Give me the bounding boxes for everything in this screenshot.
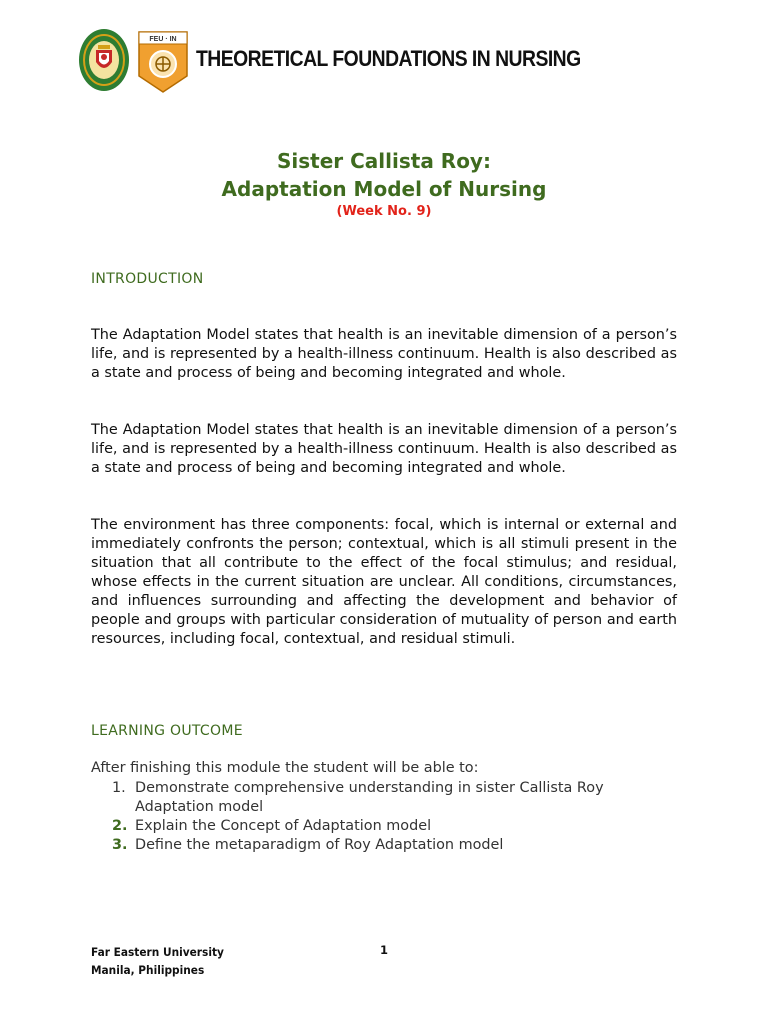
introduction-heading: INTRODUCTION	[91, 271, 204, 287]
university-seal-logo	[78, 28, 130, 92]
introduction-paragraph: The Adaptation Model states that health is an inevitable dimension of a person’s life, and is represented by a health-illness continuum. Health is also described as a state and process of being and becoming integrated and whole.	[91, 327, 677, 381]
footer-institution	[91, 943, 224, 979]
list-item-text: Explain the Concept of Adaptation model	[135, 818, 432, 834]
course-title: THEORETICAL FOUNDATIONS IN NURSING	[196, 46, 581, 71]
list-item-text: Define the metaparadigm of Roy Adaptation model	[135, 837, 504, 853]
list-item	[112, 817, 652, 836]
week-label: (Week No. 9)	[336, 204, 432, 219]
feu-logo-text: FEU · IN	[149, 36, 177, 43]
footer-location: Manila, Philippines	[91, 963, 205, 977]
environment-paragraph: The environment has three components: focal, which is internal or external and immediately confronts the person; contextual, which is all stimuli present in the situation that all contribute to the effect of the focal stimulus; and residual, whose effects in the current situation are unclear. All conditions, circumstances, and influences surrounding and affecting the development and behavior of people and groups with particular consideration of mutuality of person and earth resources, including focal, contextual, and residual stimuli.	[91, 517, 677, 647]
footer-university-name: Far Eastern University	[91, 945, 224, 959]
document-title-line1: Sister Callista Roy:	[277, 149, 491, 173]
list-number: 3.	[112, 837, 128, 853]
page-number: 1	[380, 943, 389, 957]
learning-outcome-list	[112, 779, 652, 855]
list-item	[112, 779, 652, 817]
list-number: 1.	[112, 780, 126, 796]
introduction-paragraph: The Adaptation Model states that health is an inevitable dimension of a person’s life, and is represented by a health-illness continuum. Health is also described as a state and process of being and becoming integrated and whole.	[91, 422, 677, 476]
learning-outcome-heading: LEARNING OUTCOME	[91, 723, 243, 739]
document-title-line2: Adaptation Model of Nursing	[221, 177, 547, 201]
learning-outcome-intro: After finishing this module the student will be able to:	[91, 760, 479, 776]
list-item-text: Demonstrate comprehensive understanding in sister Callista Roy Adaptation model	[135, 780, 604, 815]
feu-institute-of-nursing-logo	[137, 30, 189, 94]
list-number: 2.	[112, 818, 128, 834]
list-item	[112, 836, 652, 855]
